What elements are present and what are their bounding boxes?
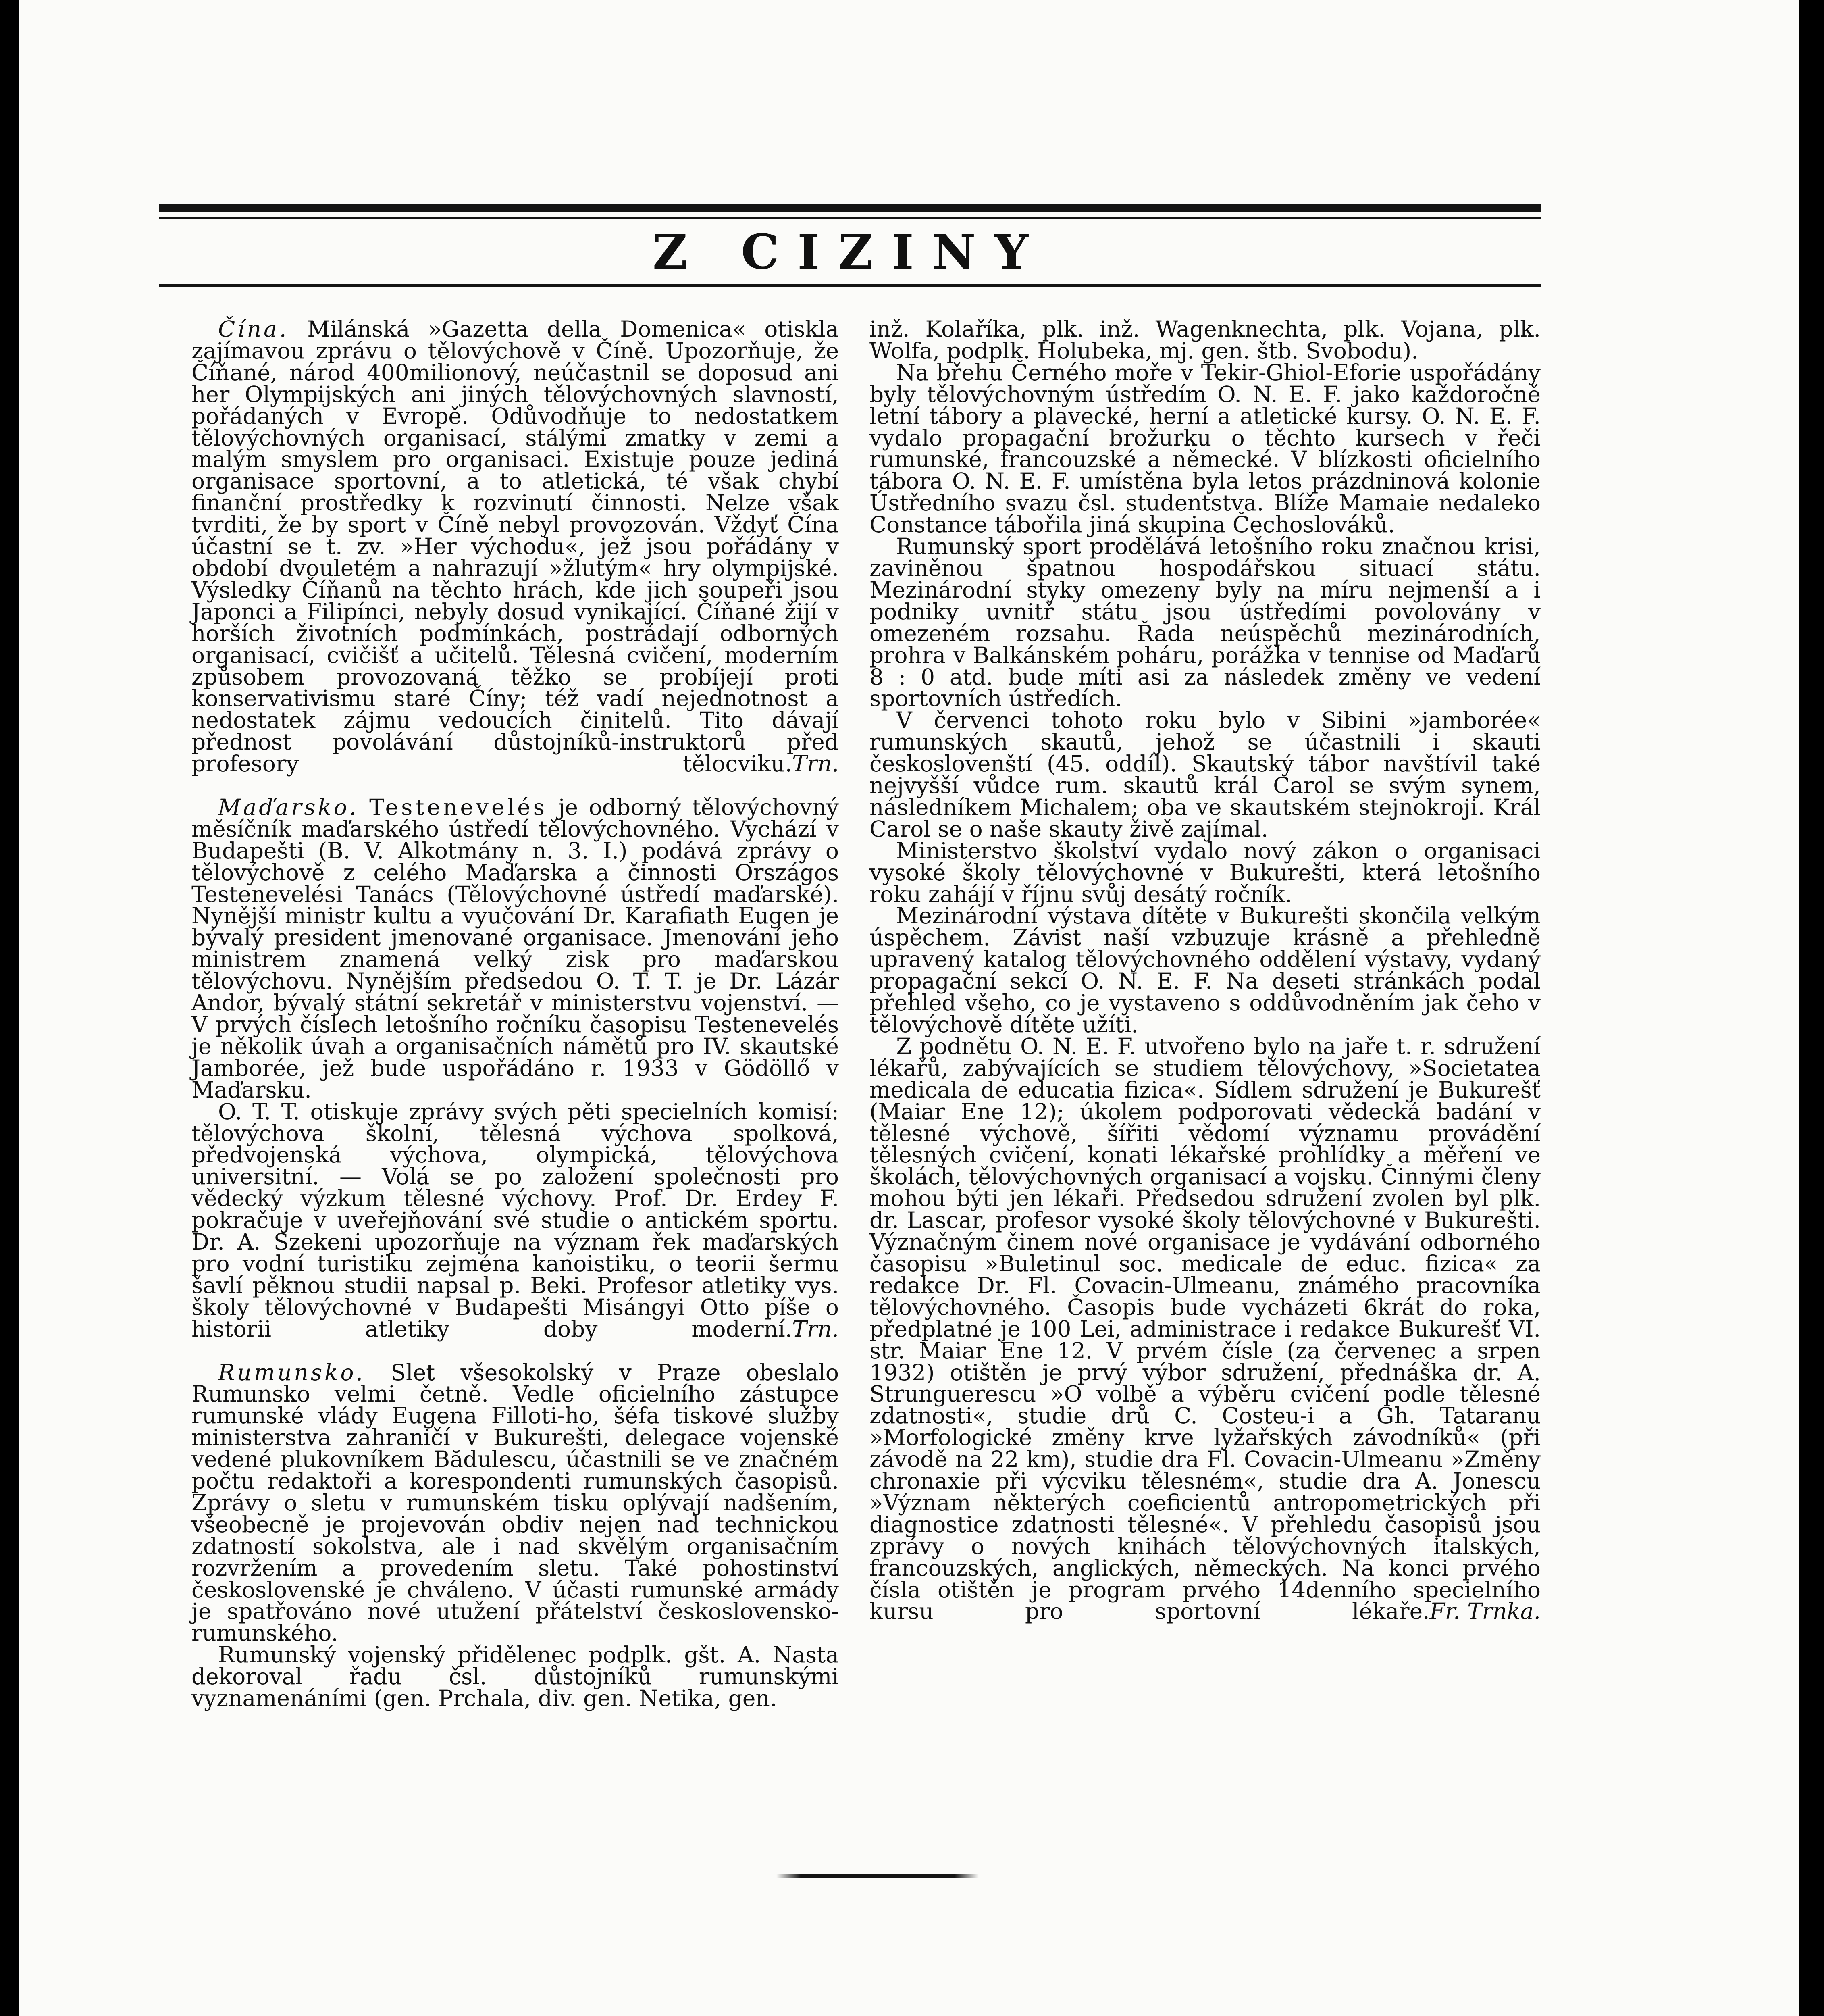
paragraph-tekir-ghiol: Na břehu Černého moře v Tekir-Ghiol-Eforie uspořádány byly tělovýchovným ústředím O. N. E. F. jako každoročně letní tábory a plavecké, herní a atletické kursy. O. N. E. F. vydalo propagační brožurku o těchto kursech v řeči rumunské, francouzské a německé. V blízkosti oficielního tábora O. N. E. F. umístěna byla letos prázdninová kolonie Ústředního svazu čsl. studentstva. Blíže Mamaie nedaleko Constance tábořila jiná skupina Čechoslováků. [869, 359, 1541, 538]
author-signature: Trn. [792, 751, 839, 777]
header-rule-thick [159, 204, 1541, 212]
country-heading-madarsko: Maďarsko. [218, 794, 359, 820]
paragraph-ministry: Ministerstvo školství vydalo nový zákon o organisaci vysoké školy tělovýchovné v Bukurešti, která letošního roku zahájí v říjnu svůj desátý ročník. [869, 837, 1541, 907]
author-signature: Fr. Trnka. [1429, 1598, 1541, 1624]
paragraph-text: Slet všesokolský v Praze obeslalo Rumunsko velmi četně. Vedle oficielního zástupce rumunské vlády Eugena Filloti-ho, šéfa tiskové služby ministerstva zahraničí v Bukurešti, delegace vojenské vedené plukovníkem Bădulescu, účastnili se ve značném počtu redaktoři a korespondenti rumunských časopisů. Zprávy o sletu v rumunském tisku oplývají nadšením, všeobecně je projevován obdiv nejen nad technickou zdatností sokolstva, ale i nad skvělým organisačním rozvržením a provedením sletu. Také pohostinství československé je chváleno. V účasti rumunské armády je spatřováno nové utužení přátelství československo-rumunského. [191, 1359, 839, 1646]
section-title: Z CIZINY [653, 224, 1047, 280]
paragraph-jamboree: V červenci tohoto roku bylo v Sibini »jamborée« rumunských skautů, jehož se účastnili i skauti českoslovenští (45. oddíl). Skautský tábor navštívil také nejvyšší vůdce rum. skautů král Carol se svým synem, následníkem Michalem; oba ve skautském stejnokroji. Král Carol se o naše skauty živě zajímal. [869, 707, 1541, 842]
paragraph-sport-crisis: Rumunský sport prodělává letošního roku značnou krisi, zaviněnou špatnou hospodářskou situací státu. Mezinárodní styky omezeny byly na míru nejmenší a i podniky uvnitř státu jsou ústředími povolovány v omezeném rozsahu. Řada neúspěchů mezinárodních, prohra v Balkánském poháru, porážka v tennise od Maďarů 8 : 0 atd. bude míti asi za následek změny ve vedení sportovních ústředích. [869, 533, 1541, 712]
document-page [19, 0, 1799, 2016]
paragraph-text: Milánská »Gazetta della Domenica« otiskla zajímavou zprávu o tělovýchově v Číně. Upozorňuje, že Číňané, národ 400milionový, neúčastnil se doposud ani her Olympijských ani jiných tělovýchovných slavností, pořádaných v Evropě. Odůvodňuje to nedostatkem tělovýchovných organisací, stálými zmatky v zemi a malým smyslem pro organisaci. Existuje pouze jediná organisace sportovní, a to atletická, té však chybí finanční prostředky k rozvinutí činnosti. Nelze však tvrditi, že by sport v Číně nebyl provozován. Vždyť Čína účastní se t. zv. »Her východu«, jež jsou pořádány v období dvouletém a nahrazují »žlutým« hry olympijské. Výsledky Číňanů na těchto hrách, kde jich soupeři jsou Japonci a Filipínci, nebyly dosud vynikající. Číňané žijí v horších životních podmínkách, postrádají odborných organisací, cvičišť a učitelů. Tělesná cvičení, moderním způsobem provozovaná těžko se probíjejí proti konservativismu staré Číny; též vadí nejednotnost a nedostatek zájmu vedoucích činitelů. Tito dávají přednost povolávání důstojníků-instruktorů před profesory tělocviku. [191, 316, 839, 777]
country-heading-rumunsko: Rumunsko. [218, 1359, 366, 1385]
right-column [869, 316, 1541, 1644]
journal-title: Testenevelés [369, 794, 547, 820]
author-signature: Trn. [792, 1316, 839, 1342]
paragraph-attache [191, 1644, 839, 1710]
paragraph-madarsko [191, 794, 839, 1103]
left-column [191, 316, 839, 1712]
paragraph-text: O. T. T. otiskuje zprávy svých pěti specielních komisí: tělovýchova školní, tělesná výchova spolková, předvojenská výchova, olympická, tělovýchova universitní. — Volá se po založení společnosti pro vědecký výzkum tělesné výchovy. Prof. Dr. Erdey F. pokračuje v uveřejňování své studie o antickém sportu. Dr. A. Szekeni upozorňuje na význam řek maďarských pro vodní turistiku zejména kanoistiku, o teorii šermu šavlí pěknou studii napsal p. Beki. Profesor atletiky vys. školy tělovýchovné v Budapešti Misángyi Otto píše o historii atletiky doby moderní. [191, 1098, 839, 1342]
country-heading-cina: Čína. [218, 316, 289, 342]
paragraph-ott [191, 1098, 839, 1362]
end-rule [776, 1874, 979, 1878]
title-underline-rule [159, 284, 1541, 287]
paragraph-text: Z podnětu O. N. E. F. utvořeno bylo na jaře t. r. sdružení lékařů, zabývajících se studiem tělovýchovy, »Societatea medicala de educatia fizica«. Sídlem sdružení je Bukurešť (Maiar Ene 12); úkolem podporovati vědecká badání v tělesné výchově, šířiti vědomí významu provádění tělesných cvičení, konati lékařské prohlídky a měření ve školách, tělovýchovných organisací a vojsku. Činnými členy mohou býti jen lékaři. Předsedou sdružení zvolen byl plk. dr. Lascar, profesor vysoké školy tělovýchovné v Bukurešti. Význačným činem nové organisace je vydávání odborného časopisu »Buletinul soc. medicale de educ. fizica« za redakce Dr. Fl. Covacin-Ulmeanu, známého pracovníka tělovýchovného. Časopis bude vycházeti 6krát do roka, předplatné je 100 Lei, administrace i redakce Bukurešť VI. str. Maiar Ene 12. V prvém čísle (za červenec a srpen 1932) otištěn je prvý výbor sdružení, přednáška dr. A. Strunguerescu »O volbě a výběru cvičení podle tělesné zdatnosti«, studie drů C. Costeu-i a Gh. Tataranu »Morfologické změny krve lyžařských závodníků« (při závodě na 22 km), studie dra Fl. Covacin-Ulmeanu »Změny chronaxie při výcviku tělesném«, studie dra A. Jonescu »Význam některých coeficientů antropometrických při diagnostice zdatnosti tělesné«. V přehledu časopisů jsou zprávy o nových knihách tělovýchovných italských, francouzských, anglických, německých. Na konci prvého čísla otištěn je program prvého 14denního specielního kursu pro sportovní lékaře. [869, 1033, 1541, 1624]
paragraph-exhibition: Mezinárodní výstava dítěte v Bukurešti skončila velkým úspěchem. Závist naší vzbuzuje krásně a přehledně upravený katalog tělovýchovného oddělení výstavy, vydaný propagační sekcí O. N. E. F. Na deseti stránkách podal přehled všeho, co je vystaveno s oddůvodněním jak čeho v tělovýchově dítěte užíti. [869, 903, 1541, 1037]
paragraph-rumunsko [191, 1359, 839, 1646]
paragraph-text: je odborný tělovýchovný měsíčník maďarského ústředí tělovýchovného. Vychází v Budapešti (B. V. Alkotmány n. 3. I.) podává zprávy o tělovýchově z celého Maďarska a činnosti Országos Testenevelési Tanács (Tělovýchovné ústředí maďarské). Nynější ministr kultu a vyučování Dr. Karafiath Eugen je bývalý president jmenované organisace. Jmenování jeho ministrem znamená velký zisk pro maďarskou tělovýchovu. Nynějším předsedou O. T. T. je Dr. Lázár Andor, bývalý státní sekretář v ministerstvu vojenství. — V prvých číslech letošního ročníku časopisu Testenevelés je několik úvah a organisačních námětů pro IV. skautské Jamborée, jež bude uspořádáno r. 1933 v Gödöllő v Maďarsku. [191, 794, 839, 1103]
paragraph-continuation: inž. Kolaříka, plk. inž. Wagenknechta, plk. Vojana, plk. Wolfa, podplk. Holubeka, mj. gen. štb. Svobodu). [869, 316, 1541, 364]
paragraph-medical-society [869, 1033, 1541, 1644]
paragraph-text: Rumunský vojenský přidělenec podplk. gšt. A. Nasta dekoroval řadu čsl. důstojníků rumunskými vyznamenáními (gen. Prchala, div. gen. Netika, gen. [191, 1642, 839, 1712]
paragraph-cina [191, 316, 839, 797]
header-rule-thin [159, 217, 1541, 219]
